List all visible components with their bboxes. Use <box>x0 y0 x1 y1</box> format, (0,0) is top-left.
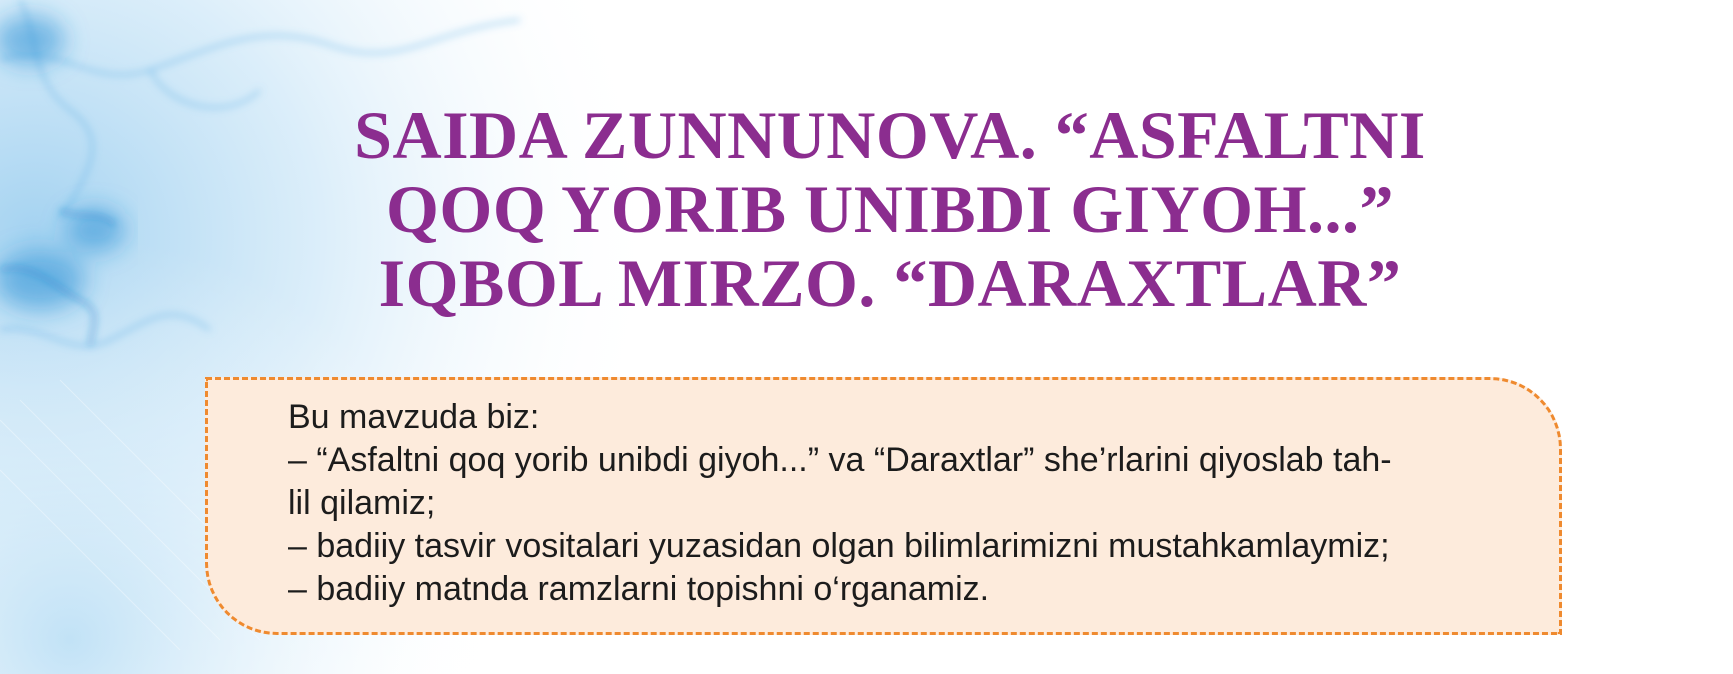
title-line-2: QOQ YORIB UNIBDI GIYOH...” <box>386 171 1394 247</box>
lesson-title <box>320 98 1460 320</box>
objective-line: – “Asfaltni qoq yorib unibdi giyoh...” va “Daraxtlar” she’rlarini qiyoslab tah- <box>288 441 1392 479</box>
title-line-1: SAIDA ZUNNUNOVA. “ASFALTNI <box>354 97 1426 173</box>
objectives-intro: Bu mavzuda biz: <box>288 398 540 436</box>
objectives-text <box>288 396 1528 611</box>
title-line-3: IQBOL MIRZO. “DARAXTLAR” <box>378 245 1402 321</box>
lesson-objectives-box <box>205 377 1562 635</box>
objective-line: lil qilamiz; <box>288 484 436 522</box>
objective-line: – badiiy matnda ramzlarni topishni o‘rganamiz. <box>288 570 990 608</box>
objective-line: – badiiy tasvir vositalari yuzasidan olgan bilimlarimizni mustahkamlaymiz; <box>288 527 1390 565</box>
